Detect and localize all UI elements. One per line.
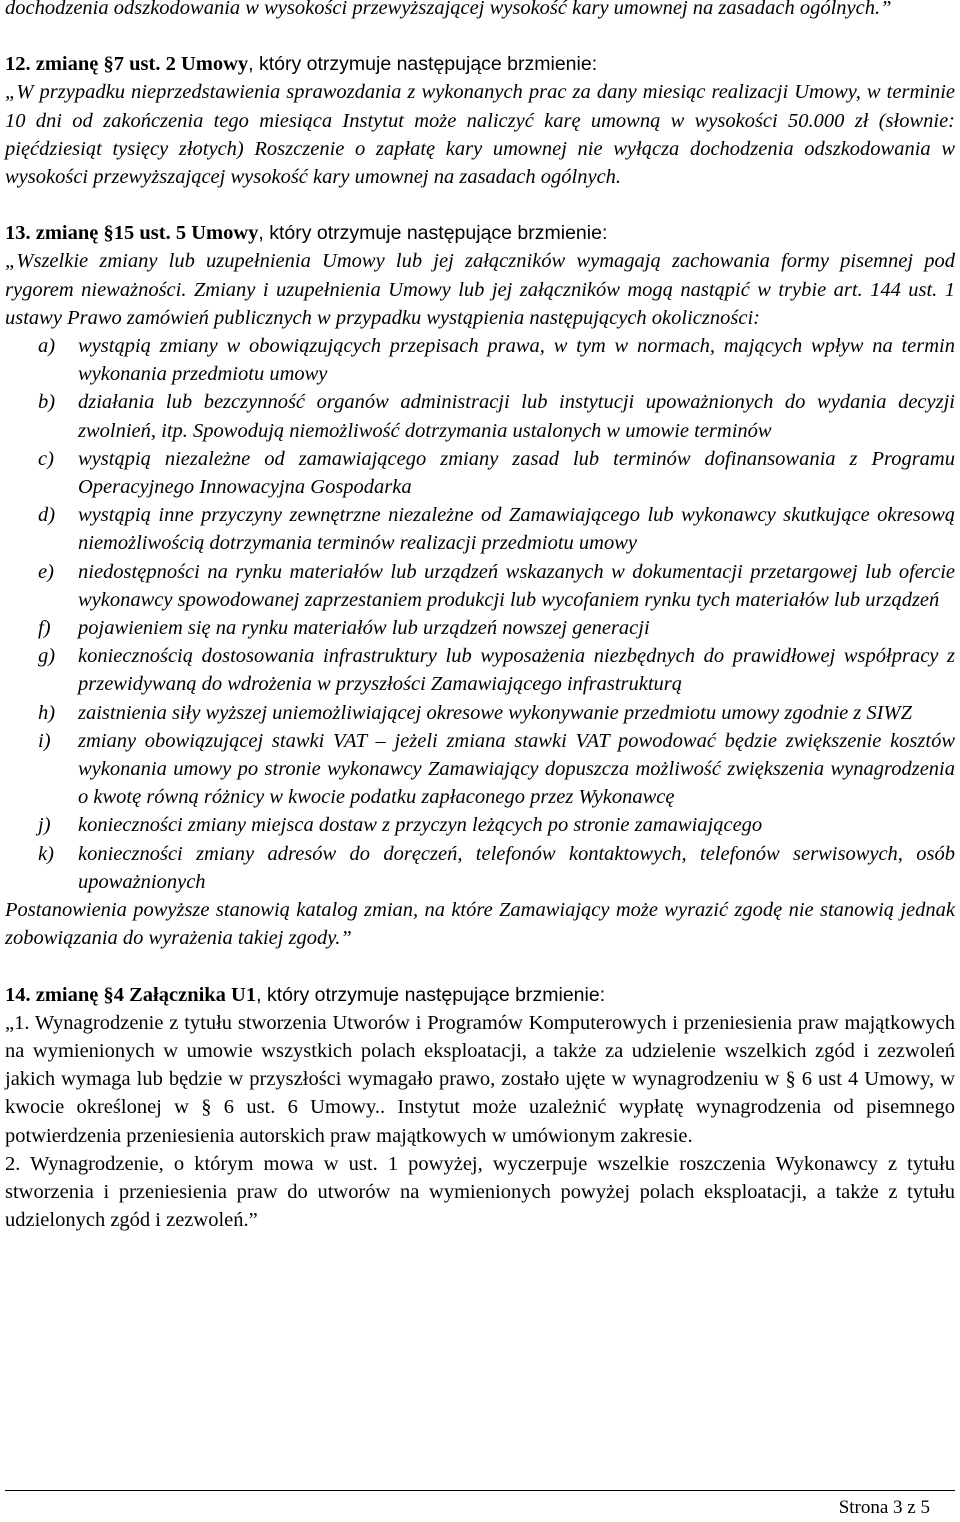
section-14-heading-rest: , który otrzymuje następujące brzmienie:: [256, 983, 606, 1006]
list-item: [5, 727, 955, 812]
list-item: [5, 332, 955, 388]
list-item: [5, 642, 955, 698]
list-marker: e): [38, 560, 54, 583]
list-item-text: wystąpią zmiany w obowiązujących przepisach prawa, w tym w normach, mających wpływ na termin wykonania przedmiotu umowy: [78, 335, 955, 386]
section-12-heading: [5, 50, 955, 78]
section-13-heading: [5, 219, 955, 247]
list-item-text: pojawieniem się na rynku materiałów lub urządzeń nowszej generacji: [78, 617, 650, 640]
list-item-text: działania lub bezczynność organów administracji lub instytucji upoważnionych do wydania decyzji zwolnień, itp. Spowodują niemożliwość dotrzymania ustalonych w umowie terminów: [78, 391, 955, 442]
section-14-heading: [5, 981, 955, 1009]
list-item-text: zaistnienia siły wyższej uniemożliwiającej okresowe wykonywanie przedmiotu umowy zgodnie z SIWZ: [78, 701, 912, 724]
list-item-text: wystąpią inne przyczyny zewnętrzne niezależne od Zamawiającego lub wykonawcy skutkujące okresową niemożliwością dotrzymania terminów realizacji przedmiotu umowy: [78, 504, 955, 555]
section-12-body: „W przypadku nieprzedstawienia sprawozdania z wykonanych prac za dany miesiąc realizacji Umowy, w terminie 10 dni od zakończenia tego miesiąca Instytut może naliczyć karę umowną w wysokości 50.000 zł (słownie: pięćdziesiąt tysięcy złotych) Roszczenie o zapłatę kary umownej nie wyłącza dochodzenia odszkodowania w wysokości przewyższającej wysokość kary umownej na zasadach ogólnych.: [5, 81, 955, 189]
list-item: [5, 699, 955, 727]
list-item-text: konieczności zmiany miejsca dostaw z przyczyn leżących po stronie zamawiającego: [78, 814, 763, 837]
list-marker: a): [38, 335, 56, 358]
section-12-heading-rest: , który otrzymuje następujące brzmienie:: [248, 53, 598, 76]
section-13-heading-rest: , który otrzymuje następujące brzmienie:: [258, 222, 608, 245]
section-14-number: 14. zmianę §4 Załącznika U1: [5, 983, 257, 1006]
circumstances-list: [5, 332, 955, 896]
page-number: Strona 3 z 5: [838, 1497, 930, 1518]
section-12-number: 12. zmianę §7 ust. 2 Umowy: [5, 53, 249, 76]
list-marker: j): [38, 814, 51, 837]
list-item: [5, 501, 955, 557]
footer-divider: [5, 1490, 955, 1491]
section-14-paragraph-1: „1. Wynagrodzenie z tytułu stworzenia Utworów i Programów Komputerowych i przeniesienia praw majątkowych na wymienionych w umowie wszystkich polach eksploatacji, a także za udzielenie wszelkich zgód i zezwoleń jakich wymaga lub będzie w przyszłości wymagało prawo, zostało ujęte w wynagrodzeniu w § 6 ust 4 Umowy, w kwocie określonej w § 6 ust. 6 Umowy.. Instytut może uzależnić wypłatę wynagrodzenia od pisemnego potwierdzenia przeniesienia autorskich praw majątkowych w umówionym zakresie.: [5, 1011, 955, 1147]
list-item: [5, 614, 955, 642]
list-marker: c): [38, 447, 54, 470]
document-page: [5, 0, 955, 1234]
list-item: [5, 445, 955, 501]
list-item: [5, 388, 955, 444]
list-item: [5, 840, 955, 896]
list-item-text: niedostępności na rynku materiałów lub urządzeń wskazanych w dokumentacji przetargowej lub ofercie wykonawcy spowodowanej zaprzestaniem produkcji lub wycofaniem rynku tych materiałów lub urządzeń: [78, 560, 955, 611]
section-14-paragraph-2: 2. Wynagrodzenie, o którym mowa w ust. 1 powyżej, wyczerpuje wszelkie roszczenia Wykonawcy z tytułu stworzenia i przeniesienia praw do utworów na wymienionych powyżej polach eksploatacji, a także z tytułu udzielonych zgód i zezwoleń.”: [5, 1152, 955, 1232]
list-marker: h): [38, 701, 56, 724]
section-13-body: „Wszelkie zmiany lub uzupełnienia Umowy lub jej załączników wymagają zachowania formy pisemnej pod rygorem nieważności. Zmiany i uzupełnienia Umowy lub jej załączników mogą nastąpić w trybie art. 144 ust. 1 ustawy Prawo zamówień publicznych w przypadku wystąpienia następujących okoliczności:: [5, 250, 955, 329]
list-item-text: konieczności zmiany adresów do doręczeń, telefonów kontaktowych, telefonów serwisowych, osób upoważnionych: [78, 842, 955, 893]
list-item: [5, 811, 955, 839]
list-marker: b): [38, 391, 56, 414]
list-item-text: zmiany obowiązującej stawki VAT – jeżeli zmiana stawki VAT powodować będzie zwiększenie kosztów wykonania umowy po stronie wykonawcy Zamawiający dopuszcza możliwość zwiększenia wynagrodzenia o kwotę równą różnicy w kwocie podatku zapłaconego przez Wykonawcę: [78, 729, 955, 809]
list-item: [5, 558, 955, 614]
list-marker: f): [38, 617, 51, 640]
list-item-text: wystąpią niezależne od zamawiającego zmiany zasad lub terminów dofinansowania z Programu Operacyjnego Innowacyjna Gospodarka: [78, 447, 955, 499]
list-item-text: koniecznością dostosowania infrastruktury lub wyposażenia niezbędnych do prawidłowej współpracy z przewidywaną do wdrożenia w przyszłości Zamawiającego infrastrukturą: [78, 645, 955, 696]
section-13-closing: Postanowienia powyższe stanowią katalog zmian, na które Zamawiający może wyrazić zgodę nie stanowią jednak zobowiązania do wyrażenia takiej zgody.”: [5, 899, 955, 950]
list-marker: k): [38, 842, 54, 865]
list-marker: d): [38, 504, 56, 527]
intro-paragraph: dochodzenia odszkodowania w wysokości przewyższającej wysokość kary umownej na zasadach ogólnych.”: [5, 0, 892, 19]
section-13-number: 13. zmianę §15 ust. 5 Umowy: [5, 222, 259, 245]
list-marker: g): [38, 645, 56, 668]
list-marker: i): [38, 729, 51, 752]
